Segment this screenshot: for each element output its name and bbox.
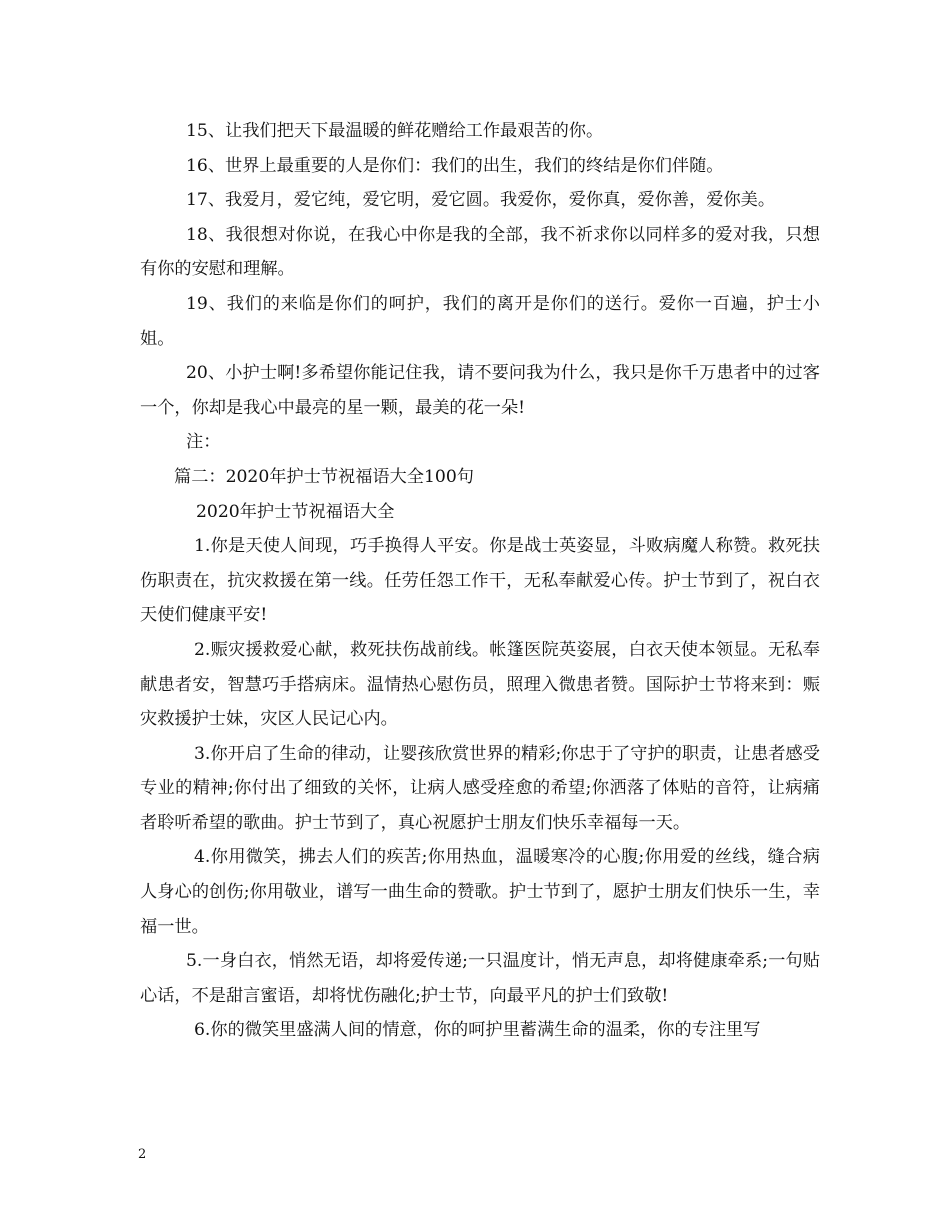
- blessing-3: 3.你开启了生命的律动，让婴孩欣赏世界的精彩;你忠于了守护的职责，让患者感受专业的精神;你付出了细致的关怀，让病人感受痊愈的希望;你洒落了体贴的音符，让病痛者聆听希望的歌曲。护士节到了，真心祝愿护士朋友们快乐幸福每一天。: [140, 743, 820, 833]
- blessing-1: 1.你是天使人间现，巧手换得人平安。你是战士英姿显，斗败病魔人称赞。救死扶伤职责在，抗灾救援在第一线。任劳任怨工作干，无私奉献爱心传。护士节到了，祝白衣天使们健康平安!: [140, 536, 820, 626]
- wish-17: 17、我爱月，爱它纯，爱它明，爱它圆。我爱你，爱你真，爱你善，爱你美。: [186, 190, 776, 211]
- wish-19: 19、我们的来临是你们的呵护，我们的离开是你们的送行。爱你一百遍，护士小姐。: [140, 293, 820, 349]
- wish-18: 18、我很想对你说，在我心中你是我的全部，我不祈求你以同样多的爱对我，只想有你的安慰和理解。: [140, 224, 820, 280]
- blessing-6: 6.你的微笑里盛满人间的情意，你的呵护里蓄满生命的温柔，你的专注里写: [194, 1020, 761, 1041]
- section-heading: 篇二：2020年护士节祝福语大全100句: [174, 466, 474, 487]
- wish-15: 15、让我们把天下最温暖的鲜花赠给工作最艰苦的你。: [186, 121, 604, 141]
- blessing-2: 2.赈灾援救爱心献，救死扶伤战前线。帐篷医院英姿展，白衣天使本领显。无私奉献患者安，智慧巧手搭病床。温情热心慰伤员，照理入微患者赞。国际护士节将来到：赈灾救援护士妹，灾区人民记心内。: [140, 639, 820, 730]
- wish-20: 20、小护士啊!多希望你能记住我，请不要问我为什么，我只是你千万患者中的过客一个，你却是我心中最亮的星一颗，最美的花一朵!: [140, 363, 820, 418]
- blessing-5: 5.一身白衣，悄然无语，却将爱传递;一只温度计，悄无声息，却将健康牵系;一句贴心话，不是甜言蜜语，却将忧伤融化;护士节，向最平凡的护士们致敬!: [140, 951, 820, 1006]
- note-label: 注：: [186, 432, 221, 453]
- wish-16: 16、世界上最重要的人是你们：我们的出生，我们的终结是你们伴随。: [186, 155, 724, 176]
- page-number: 2: [138, 1147, 147, 1162]
- section-subheading: 2020年护士节祝福语大全: [196, 501, 395, 522]
- blessing-4: 4.你用微笑，拂去人们的疾苦;你用热血，温暖寒冷的心腹;你用爱的丝线，缝合病人身心的创伤;你用敬业，谱写一曲生命的赞歌。护士节到了，愿护士朋友们快乐一生，幸福一世。: [140, 847, 820, 937]
- page-body: [140, 114, 820, 1048]
